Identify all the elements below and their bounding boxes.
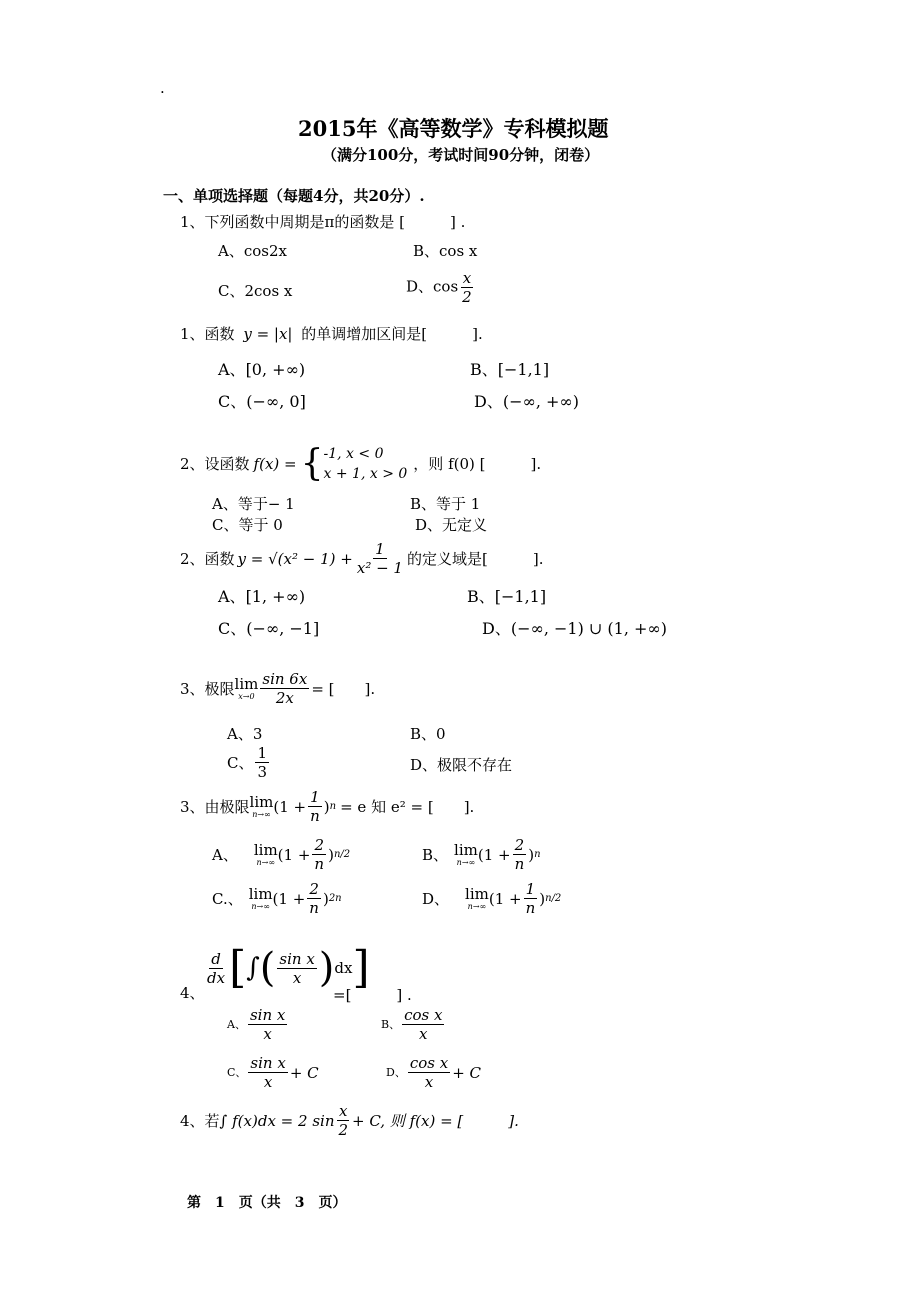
lim-sub: n→∞ — [256, 858, 276, 867]
limit — [249, 886, 273, 911]
fraction — [312, 836, 326, 873]
option-label: A、 — [227, 1017, 246, 1031]
numerator: sin x — [249, 1006, 286, 1024]
exponent: 2n — [328, 892, 342, 904]
stray-dot: . — [160, 79, 165, 97]
expr: (1 + — [488, 889, 522, 908]
fraction — [513, 836, 527, 873]
expr: (1 + — [477, 845, 511, 864]
numerator: 1 — [525, 880, 536, 898]
expr: ) — [528, 845, 535, 864]
lim-text: lim — [248, 885, 273, 903]
lim-sub: n→∞ — [251, 902, 270, 911]
q3b-option-d — [422, 880, 561, 917]
expr: (1 + — [272, 889, 306, 908]
stem-text: = [ ]. — [311, 679, 376, 698]
page-subtitle: （满分100分，考试时间90分钟，闭卷） — [322, 146, 600, 164]
question-3b-stem — [180, 788, 474, 825]
q3b-option-c — [212, 880, 342, 917]
exponent: n/2 — [333, 848, 351, 860]
numerator: cos x — [404, 1006, 443, 1024]
fraction — [307, 880, 321, 917]
fraction — [336, 1102, 350, 1139]
q1a-option-c — [218, 281, 292, 301]
lim-sub: n→∞ — [467, 902, 487, 911]
right-paren-icon: ) — [318, 945, 335, 991]
stem-text: 2、设函数 — [180, 455, 250, 473]
numerator: x — [462, 269, 472, 287]
question-2a-stem — [180, 444, 541, 484]
stem-text: 4、若 — [180, 1111, 220, 1130]
option-value: [0, +∞) — [245, 360, 306, 379]
lim-text: lim — [234, 675, 259, 693]
dx-text: dx — [334, 959, 353, 977]
stem-text: 的定义域是[ ]. — [406, 549, 544, 568]
numerator: 1 — [310, 788, 320, 806]
page-title: 2015年《高等数学》专科模拟题 — [298, 116, 609, 141]
numerator: d — [211, 949, 221, 968]
fraction — [524, 880, 538, 917]
stem-math: y = √(x² − 1) + — [237, 549, 353, 568]
fraction — [260, 670, 309, 707]
limit — [465, 886, 489, 911]
denominator: 3 — [257, 763, 268, 781]
denominator: x² − 1 — [356, 559, 403, 577]
fraction — [408, 1054, 450, 1091]
option-label: C、 — [218, 392, 247, 411]
limit — [454, 842, 478, 867]
limit — [254, 842, 278, 867]
q3b-option-a — [212, 836, 350, 873]
numerator: 2 — [314, 836, 325, 854]
q1a-option-a — [218, 241, 287, 261]
numerator: cos x — [409, 1054, 449, 1072]
numerator: 1 — [375, 540, 385, 558]
question-4b-stem — [180, 1102, 519, 1139]
numerator: 2 — [309, 880, 319, 898]
q4a-option-c — [227, 1054, 319, 1091]
stem-text: 的单调增加区间是[ ]. — [301, 325, 483, 343]
q3a-option-d: D、极限不存在 — [410, 756, 513, 774]
option-value: (−∞, 0] — [246, 392, 306, 411]
stem-text: 3、由极限 — [180, 797, 250, 816]
q1b-option-d — [474, 392, 579, 412]
option-label: B、 — [381, 1017, 401, 1031]
option-label: C.、 — [212, 889, 243, 908]
denominator: x — [263, 1025, 272, 1043]
option-value: (−∞, +∞) — [502, 392, 579, 411]
page-footer: 第 1 页（共 3 页） — [187, 1195, 347, 1211]
fraction — [248, 1054, 287, 1091]
integral-icon: ∫ — [246, 953, 260, 983]
option-value: 2cos x — [244, 282, 293, 300]
lim-text: lim — [454, 841, 478, 859]
fraction — [248, 1006, 287, 1043]
q1b-option-b — [470, 360, 549, 380]
option-label: C、 — [218, 282, 245, 300]
option-label: B、 — [413, 242, 440, 260]
option-label: C、 — [227, 753, 254, 772]
option-value: + C — [289, 1063, 319, 1082]
fraction — [460, 269, 474, 306]
option-value: cos — [433, 277, 459, 296]
option-value: (−∞, −1) ∪ (1, +∞) — [510, 619, 667, 638]
piecewise-cases — [324, 444, 408, 484]
option-value: [−1,1] — [494, 587, 547, 606]
numerator: x — [339, 1102, 348, 1120]
option-value: [1, +∞) — [245, 587, 306, 606]
q1a-option-d — [406, 269, 476, 306]
option-value: cos2x — [243, 242, 287, 260]
q4a-option-d — [386, 1054, 481, 1091]
option-label: C、 — [218, 619, 247, 638]
right-bracket-icon: ] — [352, 942, 370, 993]
fraction — [205, 950, 227, 987]
section-heading: 一、单项选择题（每题4分，共20分）. — [163, 187, 425, 205]
limit — [235, 676, 259, 701]
option-label: D、 — [386, 1065, 406, 1079]
expr: ) — [323, 797, 330, 816]
case-2: x + 1, x > 0 — [323, 466, 408, 482]
q2b-option-b — [467, 587, 546, 607]
q2a-option-b: B、等于 1 — [410, 495, 481, 513]
q3a-option-c — [227, 744, 271, 781]
denominator: n — [309, 899, 319, 917]
option-label: B、 — [467, 587, 495, 606]
stem-text: 2、函数 — [180, 549, 235, 568]
denominator: x — [263, 1073, 273, 1091]
denominator: n — [314, 855, 325, 873]
denominator: 2 — [462, 288, 472, 306]
q2a-option-c: C、等于 0 — [212, 516, 283, 534]
q2a-option-d: D、无定义 — [415, 516, 488, 534]
option-value: (−∞, −1] — [246, 619, 320, 638]
numerator: sin x — [279, 949, 315, 968]
lim-text: lim — [465, 885, 489, 903]
option-label: D、 — [474, 392, 503, 411]
stem-math: f(x) = — [253, 455, 297, 473]
question-3a-stem — [180, 670, 375, 707]
q3a-option-a: A、3 — [227, 725, 263, 743]
fraction — [355, 540, 405, 577]
denominator: dx — [207, 968, 226, 987]
denominator: 2x — [275, 689, 294, 707]
option-label: D、 — [422, 889, 450, 908]
denominator: x — [424, 1073, 434, 1091]
q1b-option-c — [218, 392, 306, 412]
option-label: A、 — [218, 360, 246, 379]
case-1: -1, x < 0 — [323, 446, 384, 462]
denominator: n — [310, 807, 320, 825]
numerator: sin x — [250, 1054, 286, 1072]
q4a-option-a — [227, 1006, 289, 1043]
lim-text: lim — [249, 793, 274, 811]
question-1b-stem — [180, 324, 483, 344]
fraction — [402, 1006, 444, 1043]
option-label: D、 — [482, 619, 511, 638]
fraction — [277, 950, 316, 987]
q4a-option-b — [381, 1006, 446, 1043]
q3b-option-b — [422, 836, 541, 873]
q2a-option-a: A、等于− 1 — [212, 495, 295, 513]
limit — [250, 794, 274, 819]
q1a-option-b — [413, 241, 477, 261]
option-label: B、 — [470, 360, 498, 379]
expr: (1 + — [277, 845, 311, 864]
left-bracket-icon: [ — [229, 942, 247, 993]
stem-math: ∫ f(x)dx = 2 sin — [219, 1111, 335, 1130]
expr: ) — [322, 889, 329, 908]
exponent: n — [329, 800, 337, 812]
q1b-option-a — [218, 360, 305, 380]
question-4a-tail: =[ ] . — [333, 986, 412, 1004]
q2b-option-c — [218, 619, 319, 639]
lim-sub: n→∞ — [252, 810, 271, 819]
denominator: n — [514, 855, 525, 873]
stem-text: 1、函数 — [180, 325, 235, 343]
option-label: B、 — [422, 845, 449, 864]
option-value: [−1,1] — [497, 360, 550, 379]
lim-text: lim — [253, 841, 278, 859]
fraction — [255, 744, 269, 781]
expr: ) — [539, 889, 546, 908]
stem-text: + C, 则 f(x) = [ ]. — [352, 1111, 519, 1130]
question-2b-stem — [180, 540, 543, 577]
expr: (1 + — [273, 797, 307, 816]
question-4a-label: 4、 — [180, 984, 205, 1002]
lim-sub: n→∞ — [456, 858, 476, 867]
denominator: x — [292, 968, 302, 987]
expr: ) — [328, 845, 334, 864]
option-label: A、 — [212, 845, 238, 864]
option-label: A、 — [218, 242, 244, 260]
denominator: 2 — [338, 1121, 349, 1139]
stem-math: y = |x| — [243, 325, 293, 343]
option-label: A、 — [218, 587, 246, 606]
q2b-option-a — [218, 587, 305, 607]
numerator: 2 — [514, 836, 525, 854]
stem-text: ，则 f(0) [ ]. — [413, 455, 542, 473]
fraction — [308, 788, 322, 825]
lim-sub: x→0 — [238, 692, 255, 701]
option-label: D、 — [406, 277, 434, 296]
denominator: n — [525, 899, 536, 917]
question-1a-stem: 1、下列函数中周期是π的函数是 [ ] . — [180, 213, 466, 231]
option-label: C、 — [227, 1065, 247, 1079]
exponent: n/2 — [545, 892, 562, 904]
numerator: sin 6x — [262, 670, 308, 688]
option-value: + C — [452, 1063, 482, 1082]
stem-text: 3、极限 — [180, 679, 235, 698]
q2b-option-d — [482, 619, 667, 639]
brace-icon: { — [300, 443, 324, 484]
numerator: 1 — [257, 744, 268, 762]
q3a-option-b: B、0 — [410, 725, 446, 743]
option-value: cos x — [439, 242, 478, 260]
left-paren-icon: ( — [259, 945, 276, 991]
exponent: n — [534, 848, 541, 860]
stem-text: = e 知 e² = [ ]. — [340, 797, 475, 816]
denominator: x — [419, 1025, 428, 1043]
